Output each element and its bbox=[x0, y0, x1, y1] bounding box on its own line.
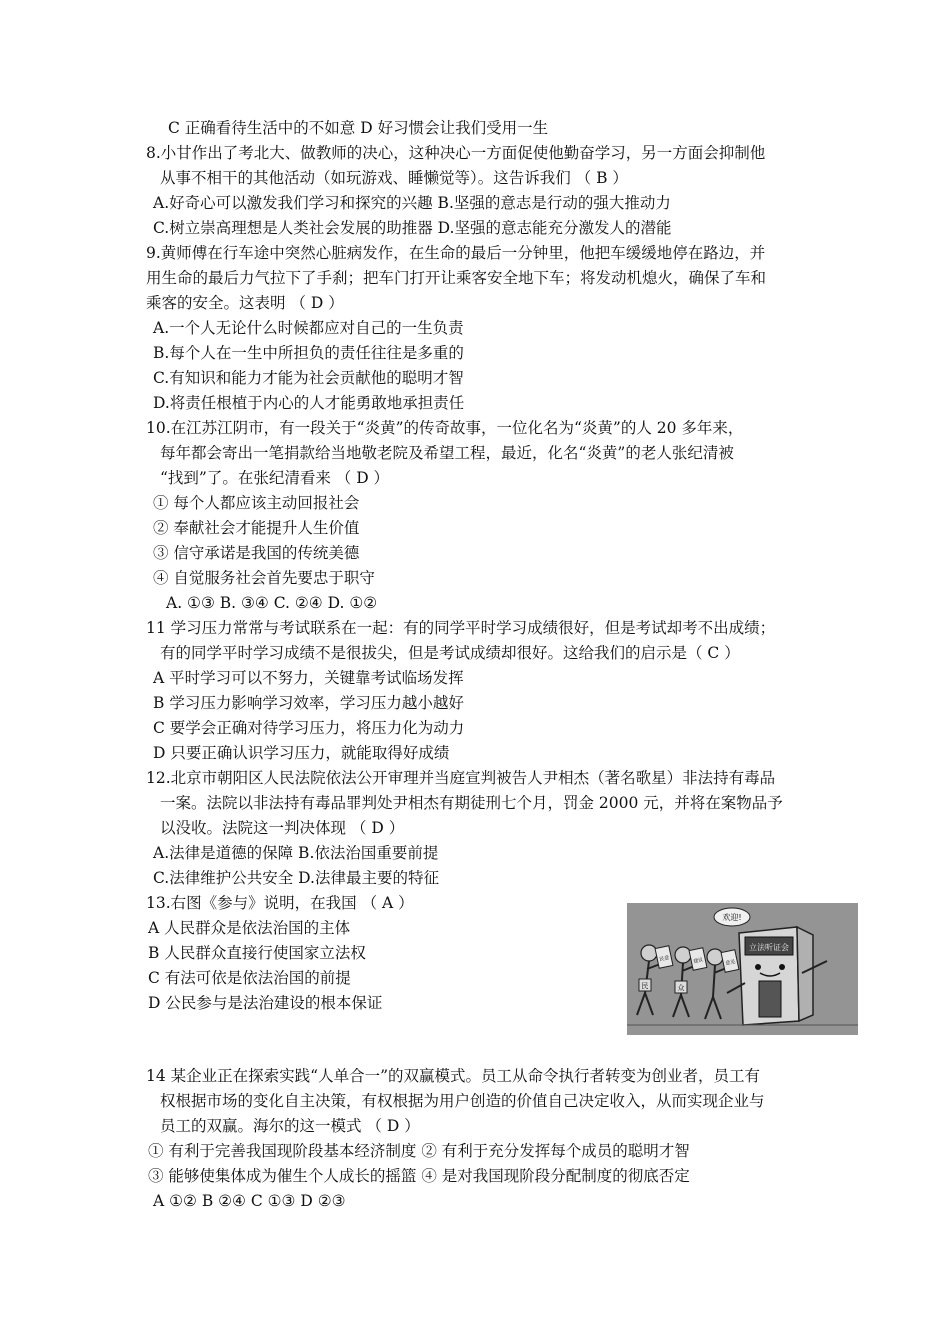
paper-label-2: 建议 bbox=[692, 956, 704, 965]
text-line-l21: 11 学习压力常常与考试联系在一起：有的同学平时学习成绩很好，但是考试却考不出成绩； bbox=[146, 619, 776, 637]
badge-label-1: 民 bbox=[641, 982, 649, 990]
bubble-text: 欢迎! bbox=[722, 913, 742, 922]
text-line-l13: 10.在江苏江阴市，有一段关于“炎黄”的传奇故事，一位化名为“炎黄”的人 20 多年来， bbox=[146, 419, 744, 437]
sign-text: 立法听证会 bbox=[749, 943, 789, 952]
text-line-l35: C 有法可依是依法治国的前提 bbox=[148, 969, 351, 987]
text-line-l18: ③ 信守承诺是我国的传统美德 bbox=[153, 544, 360, 562]
text-line-l20: A. ①③ B. ③④ C. ②④ D. ①② bbox=[166, 594, 378, 612]
text-line-l40: ① 有利于完善我国现阶段基本经济制度 ② 有利于充分发挥每个成员的聪明才智 bbox=[148, 1142, 690, 1160]
text-line-l31: C.法律维护公共安全 D.法律最主要的特征 bbox=[153, 869, 439, 887]
text-line-l23: A 平时学习可以不努力，关键靠考试临场发挥 bbox=[153, 669, 464, 687]
text-line-l15: “找到”了。在张纪清看来 （ D ） bbox=[160, 469, 390, 487]
text-line-l27: 12.北京市朝阳区人民法院依法公开审理并当庭宣判被告人尹相杰（著名歌星）非法持有毒品 bbox=[146, 769, 776, 787]
text-line-l39: 员工的双赢。海尔的这一模式 （ D ） bbox=[160, 1117, 420, 1135]
text-line-l08: 乘客的安全。这表明 （ D ） bbox=[146, 294, 344, 312]
text-line-l12: D.将责任根植于内心的人才能勇敢地承担责任 bbox=[153, 394, 465, 412]
paper-label-1: 民意 bbox=[658, 954, 670, 963]
text-line-l28: 一案。法院以非法持有毒品罪判处尹相杰有期徒刑七个月，罚金 2000 元，并将在案物品予 bbox=[160, 794, 783, 812]
paper-label-3: 意见 bbox=[724, 958, 736, 967]
text-line-l41: ③ 能够使集体成为催生个人成长的摇篮 ④ 是对我国现阶段分配制度的彻底否定 bbox=[148, 1167, 690, 1185]
speech-bubble bbox=[714, 908, 750, 926]
text-line-l37: 14 某企业正在探索实践“人单合一”的双赢模式。员工从命令执行者转变为创业者，员工有 bbox=[146, 1067, 761, 1085]
text-line-l16: ① 每个人都应该主动回报社会 bbox=[153, 494, 360, 512]
text-line-l33: A 人民群众是依法治国的主体 bbox=[148, 919, 351, 937]
text-line-l30: A.法律是道德的保障 B.依法治国重要前提 bbox=[153, 844, 439, 862]
text-line-l17: ② 奉献社会才能提升人生价值 bbox=[153, 519, 360, 537]
text-line-l29: 以没收。法院这一判决体现 （ D ） bbox=[160, 819, 405, 837]
text-line-l36: D 公民参与是法治建设的根本保证 bbox=[148, 994, 383, 1012]
text-line-l06: 9.黄师傅在行车途中突然心脏病发作，在生命的最后一分钟里，他把车缓缓地停在路边，并 bbox=[146, 244, 766, 262]
text-line-l03: 从事不相干的其他活动（如玩游戏、睡懒觉等）。这告诉我们 （ B ） bbox=[160, 169, 628, 187]
badge-label-2: 众 bbox=[677, 984, 685, 992]
text-line-l19: ④ 自觉服务社会首先要忠于职守 bbox=[153, 569, 375, 587]
text-line-l07: 用生命的最后力气拉下了手刹；把车门打开让乘客安全地下车；将发动机熄火，确保了车和 bbox=[146, 269, 767, 287]
text-line-l22: 有的同学平时学习成绩不是很拔尖，但是考试成绩却很好。这给我们的启示是（ C ） bbox=[160, 644, 740, 662]
text-line-l05: C.树立崇高理想是人类社会发展的助推器 D.坚强的意志能充分激发人的潜能 bbox=[153, 219, 672, 237]
text-line-l02: 8.小甘作出了考北大、做教师的决心，这种决心一方面促使他勤奋学习，另一方面会抑制他 bbox=[146, 144, 766, 162]
text-line-l25: C 要学会正确对待学习压力，将压力化为动力 bbox=[153, 719, 465, 737]
text-line-l11: C.有知识和能力才能为社会贡献他的聪明才智 bbox=[153, 369, 464, 387]
text-line-l26: D 只要正确认识学习压力，就能取得好成绩 bbox=[153, 744, 450, 762]
text-line-l10: B.每个人在一生中所担负的责任往往是多重的 bbox=[153, 344, 464, 362]
text-line-l14: 每年都会寄出一笔捐款给当地敬老院及希望工程，最近，化名“炎黄”的老人张纪清被 bbox=[160, 444, 734, 462]
text-line-l42: A ①② B ②④ C ①③ D ②③ bbox=[153, 1192, 346, 1210]
text-line-l34: B 人民群众直接行使国家立法权 bbox=[148, 944, 366, 962]
text-line-l04: A.好奇心可以激发我们学习和探究的兴趣 B.坚强的意志是行动的强大推动力 bbox=[153, 194, 671, 212]
text-line-l38: 权根据市场的变化自主决策，有权根据为用户创造的价值自己决定收入，从而实现企业与 bbox=[160, 1092, 765, 1110]
text-line-l24: B 学习压力影响学习效率，学习压力越小越好 bbox=[153, 694, 464, 712]
text-line-l32: 13.右图《参与》说明，在我国 （ A ） bbox=[146, 894, 414, 912]
text-line-l09: A.一个人无论什么时候都应对自己的一生负责 bbox=[153, 319, 464, 337]
participation-cartoon bbox=[627, 903, 858, 1035]
building bbox=[724, 927, 827, 1025]
text-line-l01: C 正确看待生活中的不如意 D 好习惯会让我们受用一生 bbox=[168, 119, 549, 137]
